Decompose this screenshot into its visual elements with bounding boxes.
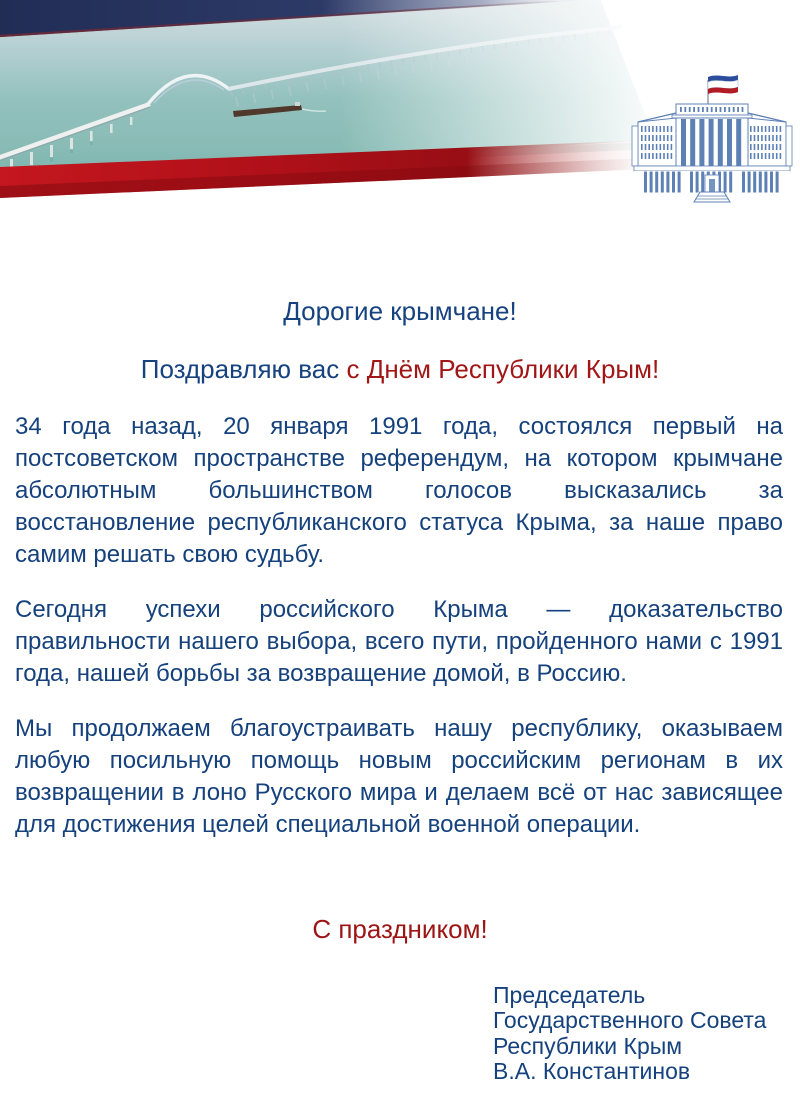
signature-title-line: Государственного Совета [493, 1007, 767, 1034]
letter-paragraph: Мы продолжаем благоустраивать нашу республику, оказываем любую посильную помощь новым российским регионам в их возвращении в лоно Русского мира и делаем всё от нас зависящее для достижения целей специальной военной операции. [15, 715, 783, 838]
greeting-text-blue: Поздравляю вас [140, 354, 347, 384]
header-banner [0, 0, 800, 230]
signature-title-line: Председатель [493, 982, 646, 1008]
signature-title-line: Республики Крым [493, 1032, 683, 1059]
banner-graphic [0, 0, 800, 230]
greeting-text-red: с Днём Республики Крым! [346, 354, 660, 384]
greeting-heading [0, 353, 800, 386]
signature-name-line: В.А. Константинов [493, 1058, 691, 1085]
salutation-heading: Дорогие крымчане! [283, 296, 517, 326]
letter-paragraph: Сегодня успехи российского Крыма — доказательство правильности нашего выбора, всего пути, пройденного нами с 1991 года, нашей борьбы за возвращение домой, в Россию. [15, 596, 783, 687]
letter-paragraph: 34 года назад, 20 января 1991 года, состоялся первый на постсоветском пространстве референдум, на котором крымчане абсолютным большинством голосов высказались за восстановление республиканского статуса Крыма, за наше право самим решать свою судьбу. [15, 413, 783, 568]
closing-heading: С праздником! [312, 914, 488, 944]
signature-block [493, 983, 766, 1085]
